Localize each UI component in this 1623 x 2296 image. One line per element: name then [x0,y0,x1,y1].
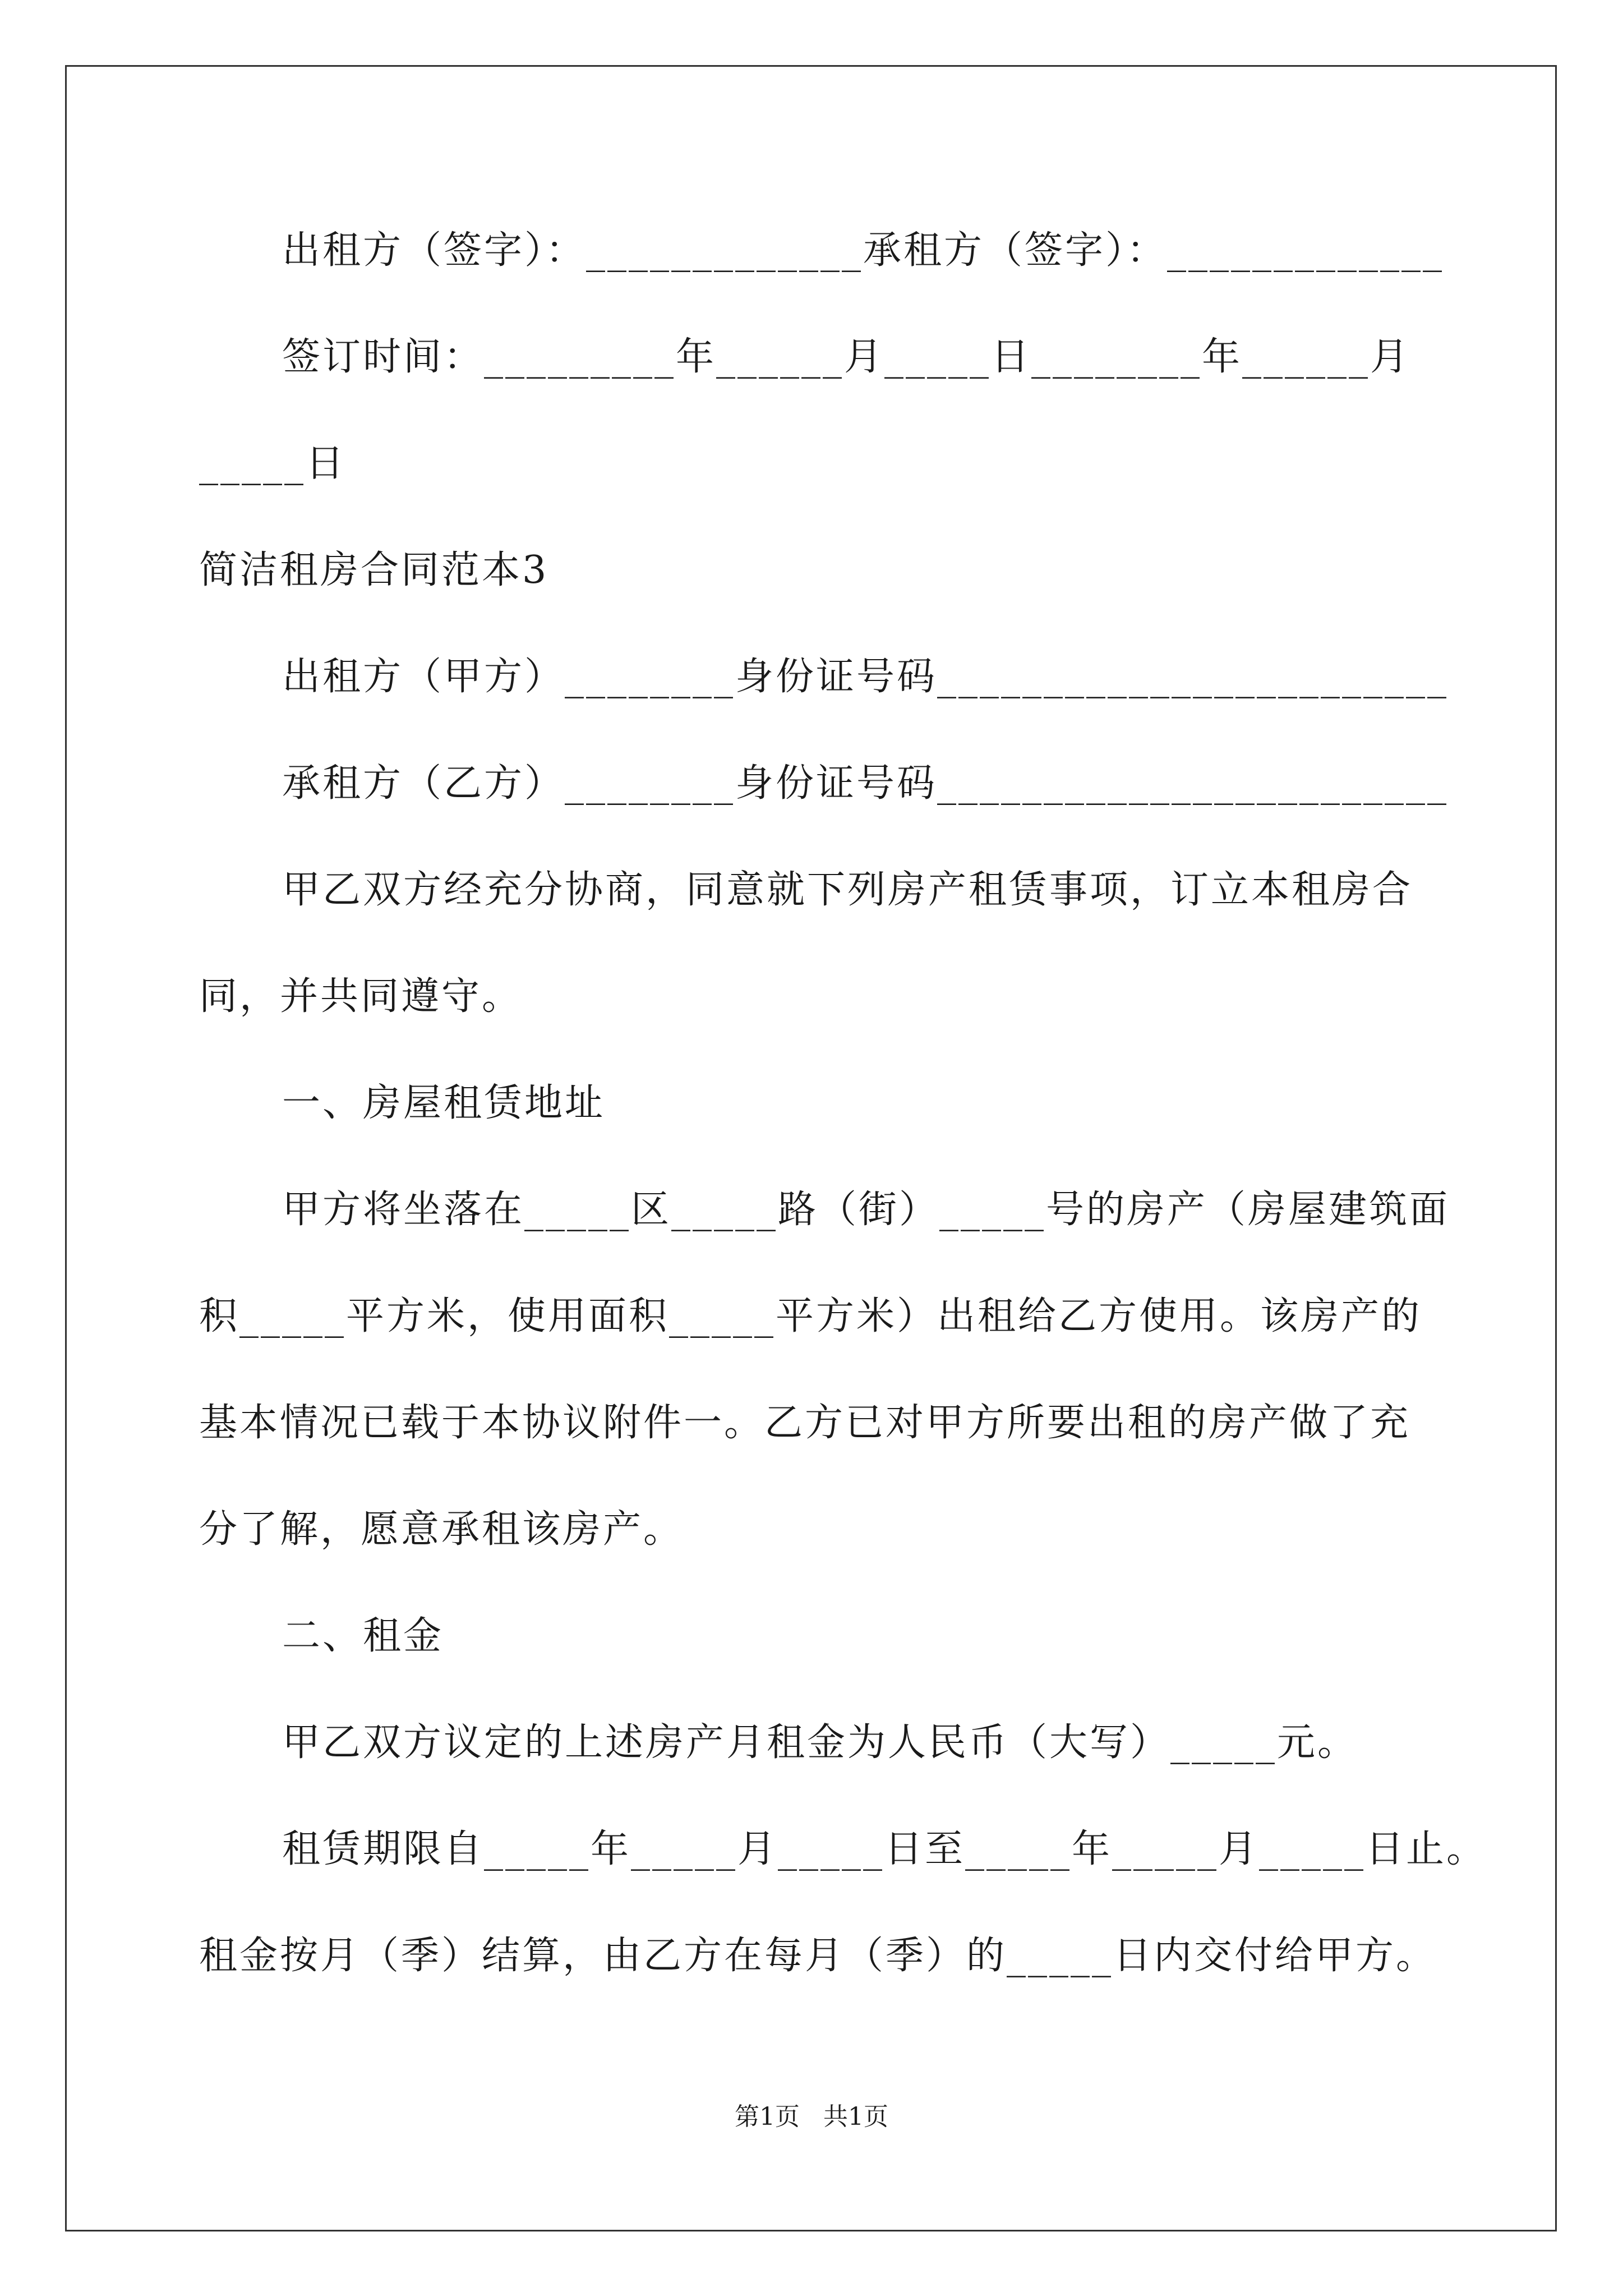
paragraph-line: 积_____平方米，使用面积_____平方米）出租给乙方使用。该房产的 [199,1294,1422,1338]
page-border [65,65,1557,2231]
paragraph-line: 甲方将坐落在_____区_____路（街）_____号的房产（房屋建筑面 [282,1188,1450,1232]
clause-heading: 一、房屋租赁地址 [282,1081,606,1125]
party-b-line: 承租方（乙方）________身份证号码________________________ [282,761,1449,806]
clause-heading: 二、租金 [282,1614,444,1658]
paragraph-line: 甲乙双方议定的上述房产月租金为人民币（大写）_____元。 [282,1720,1358,1765]
paragraph-line: 租金按月（季）结算，由乙方在每月（季）的_____日内交付给甲方。 [199,1934,1437,1978]
paragraph-line: 分了解，愿意承租该房产。 [199,1507,684,1552]
party-a-line: 出租方（甲方）________身份证号码________________________ [282,655,1449,699]
section-title: 简洁租房合同范本3 [199,548,549,592]
signing-date-line: 签订时间：_________年______月_____日________年______月 [282,335,1411,379]
signature-line: 出租方（签字）：_____________承租方（签字）：_____________ [282,228,1445,273]
paragraph-line: 租赁期限自_____年_____月_____日至_____年_____月_____日止。 [282,1827,1487,1871]
paragraph-line: 基本情况已载于本协议附件一。乙方已对甲方所要出租的房产做了充 [199,1401,1411,1445]
paragraph-line: 同，并共同遵守。 [199,974,523,1019]
paragraph-line: 甲乙双方经充分协商，同意就下列房产租赁事项，订立本租房合 [282,868,1413,912]
page-footer: 第1页 共1页 [735,2102,888,2131]
signing-date-day: _____日 [199,441,347,486]
